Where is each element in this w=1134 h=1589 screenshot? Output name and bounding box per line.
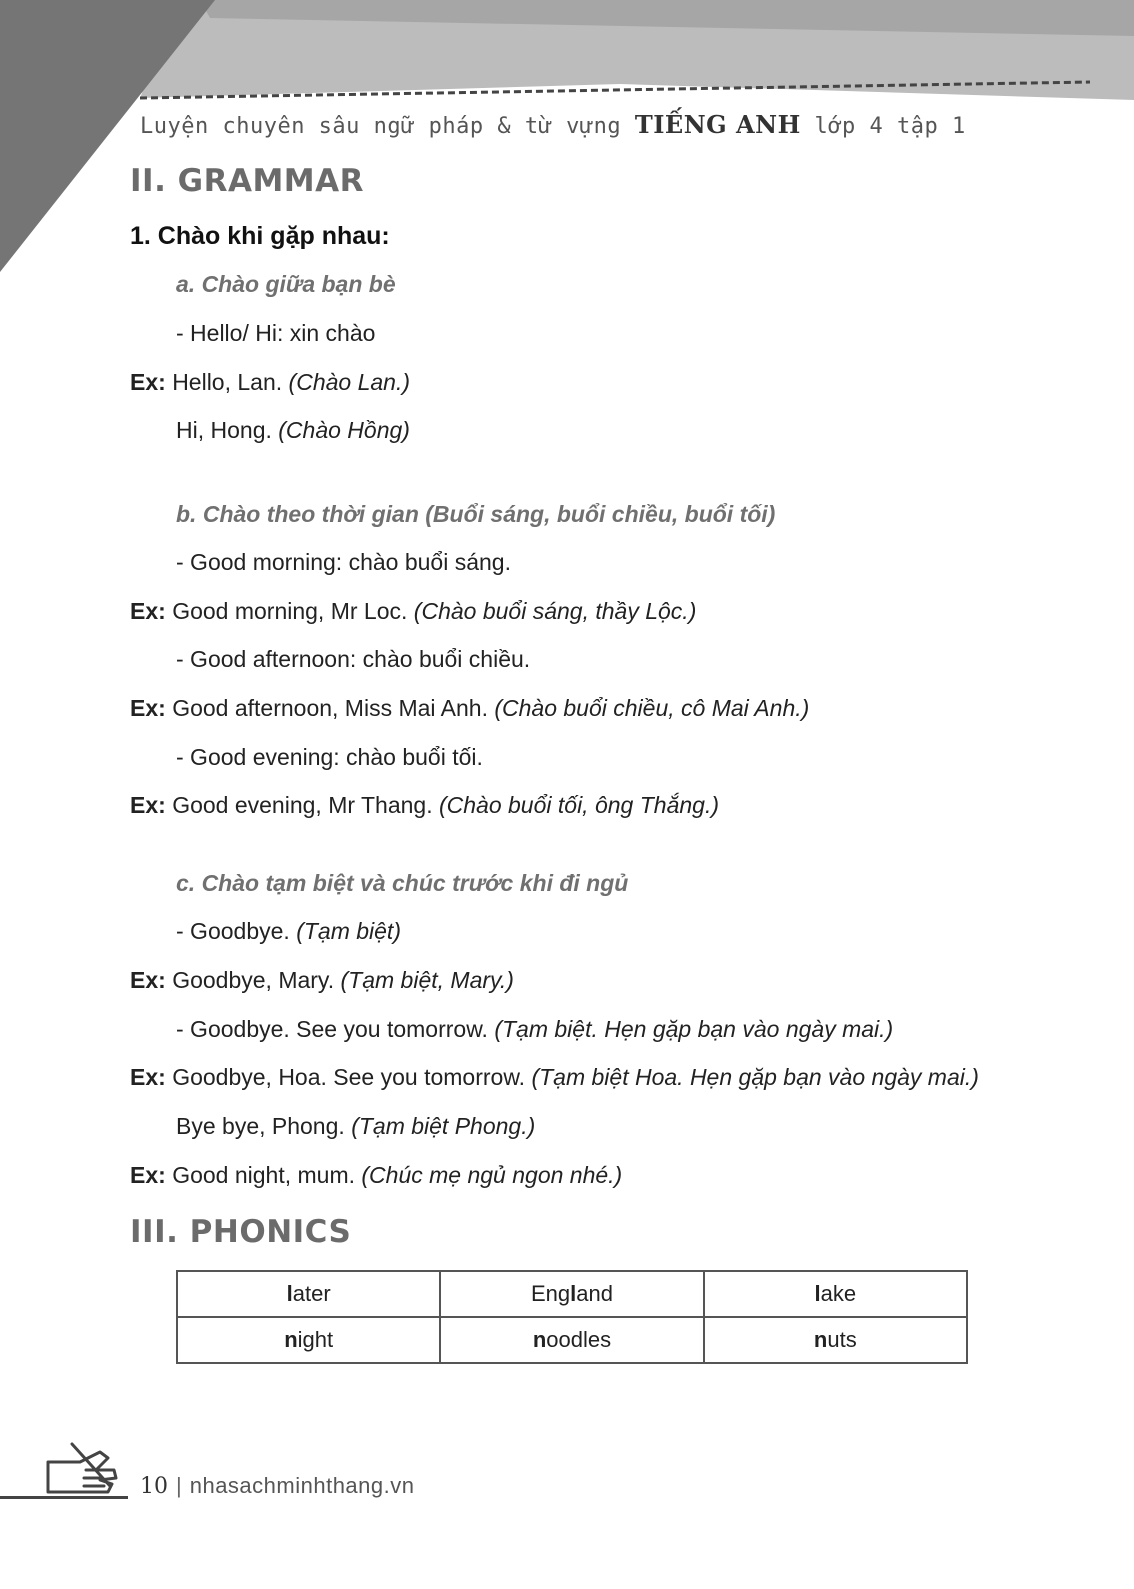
phonics-title: III. PHONICS: [130, 1214, 352, 1250]
rule-line: [176, 918, 401, 945]
page-number: 10: [140, 1474, 168, 1499]
example-line: [176, 1113, 535, 1140]
rule-translation: (Tạm biệt. Hẹn gặp bạn vào ngày mai.): [494, 1016, 894, 1042]
table-cell: [704, 1271, 967, 1317]
rule-line: [176, 1016, 893, 1043]
word-rest: and: [576, 1281, 613, 1306]
ex-label: Ex:: [130, 792, 166, 818]
example-english: Good night, mum.: [172, 1162, 355, 1188]
ex-label: Ex:: [130, 967, 166, 993]
highlight-letter: n: [813, 1327, 828, 1352]
footer-website: nhasachminhthang.vn: [189, 1473, 415, 1498]
table-cell: [440, 1271, 703, 1317]
table-cell: [704, 1317, 967, 1363]
example-translation: (Chúc mẹ ngủ ngon nhé.): [361, 1162, 623, 1188]
example-line: [130, 1162, 622, 1189]
word-rest: ake: [820, 1281, 857, 1306]
writing-hand-icon: [48, 1444, 116, 1492]
rule-line: - Hello/ Hi: xin chào: [176, 320, 376, 346]
highlight-letter: n: [532, 1327, 547, 1352]
header-subject: TIẾNG ANH: [634, 110, 801, 139]
example-line: [130, 695, 809, 722]
footer-separator: |: [176, 1473, 182, 1498]
table-row: [177, 1317, 967, 1363]
example-translation: (Tạm biệt, Mary.): [340, 967, 514, 993]
example-translation: (Tạm biệt Phong.): [351, 1113, 536, 1139]
example-line: [130, 369, 410, 396]
highlight-letter: l: [570, 1281, 577, 1306]
grammar-heading: 1. Chào khi gặp nhau:: [130, 222, 390, 250]
example-line: [130, 792, 719, 819]
example-translation: (Chào buổi chiều, cô Mai Anh.): [494, 695, 810, 721]
ex-label: Ex:: [130, 1162, 166, 1188]
highlight-letter: l: [814, 1281, 821, 1306]
header-prefix: Luyện chuyên sâu ngữ pháp & từ vựng: [140, 114, 622, 139]
header-suffix: lớp 4 tập 1: [814, 114, 966, 139]
ex-label: Ex:: [130, 695, 166, 721]
highlight-letter: n: [284, 1327, 298, 1352]
example-translation: (Chào Lan.): [288, 369, 411, 395]
example-english: Good afternoon, Miss Mai Anh.: [172, 695, 488, 721]
example-translation: (Chào buổi tối, ông Thắng.): [438, 792, 719, 818]
example-translation: (Chào Hồng): [278, 417, 410, 443]
example-line: [130, 967, 514, 994]
table-cell: [440, 1317, 703, 1363]
example-english: Bye bye, Phong.: [176, 1113, 345, 1139]
example-english: Goodbye, Hoa. See you tomorrow.: [172, 1064, 526, 1090]
highlight-letter: l: [286, 1281, 293, 1306]
rule-english: - Goodbye.: [176, 918, 290, 944]
word-rest: oodles: [546, 1327, 612, 1352]
table-cell: [177, 1317, 440, 1363]
example-translation: (Tạm biệt Hoa. Hẹn gặp bạn vào ngày mai.): [531, 1064, 979, 1090]
header-decoration: [0, 0, 1134, 300]
example-translation: (Chào buổi sáng, thầy Lộc.): [413, 598, 697, 624]
book-header: [140, 110, 966, 139]
word-pre: Eng: [530, 1281, 571, 1306]
subsection-a-title: a. Chào giữa bạn bè: [176, 271, 396, 297]
footer: [140, 1473, 414, 1499]
rule-line: - Good evening: chào buổi tối.: [176, 744, 483, 770]
rule-line: - Good morning: chào buổi sáng.: [176, 549, 511, 575]
word-rest: ight: [297, 1327, 334, 1352]
example-english: Hi, Hong.: [176, 417, 272, 443]
rule-english: - Goodbye. See you tomorrow.: [176, 1016, 488, 1042]
table-row: [177, 1271, 967, 1317]
ex-label: Ex:: [130, 1064, 166, 1090]
table-cell: [177, 1271, 440, 1317]
word-rest: uts: [827, 1327, 857, 1352]
example-english: Goodbye, Mary.: [172, 967, 335, 993]
example-english: Hello, Lan.: [172, 369, 283, 395]
word-rest: ater: [292, 1281, 331, 1306]
example-english: Good morning, Mr Loc.: [172, 598, 408, 624]
rule-translation: (Tạm biệt): [296, 918, 401, 944]
example-line: [130, 598, 696, 625]
ex-label: Ex:: [130, 369, 166, 395]
rule-line: - Good afternoon: chào buổi chiều.: [176, 646, 531, 672]
subsection-c-title: c. Chào tạm biệt và chúc trước khi đi ngủ: [176, 870, 629, 896]
ex-label: Ex:: [130, 598, 166, 624]
grammar-title: II. GRAMMAR: [130, 163, 365, 199]
example-line: [176, 417, 410, 444]
footer-rule: [0, 1496, 128, 1499]
subsection-b-title: b. Chào theo thời gian (Buổi sáng, buổi chiều, buổi tối): [176, 501, 776, 527]
example-line: [130, 1064, 979, 1091]
phonics-table: [176, 1270, 968, 1364]
example-english: Good evening, Mr Thang.: [172, 792, 433, 818]
